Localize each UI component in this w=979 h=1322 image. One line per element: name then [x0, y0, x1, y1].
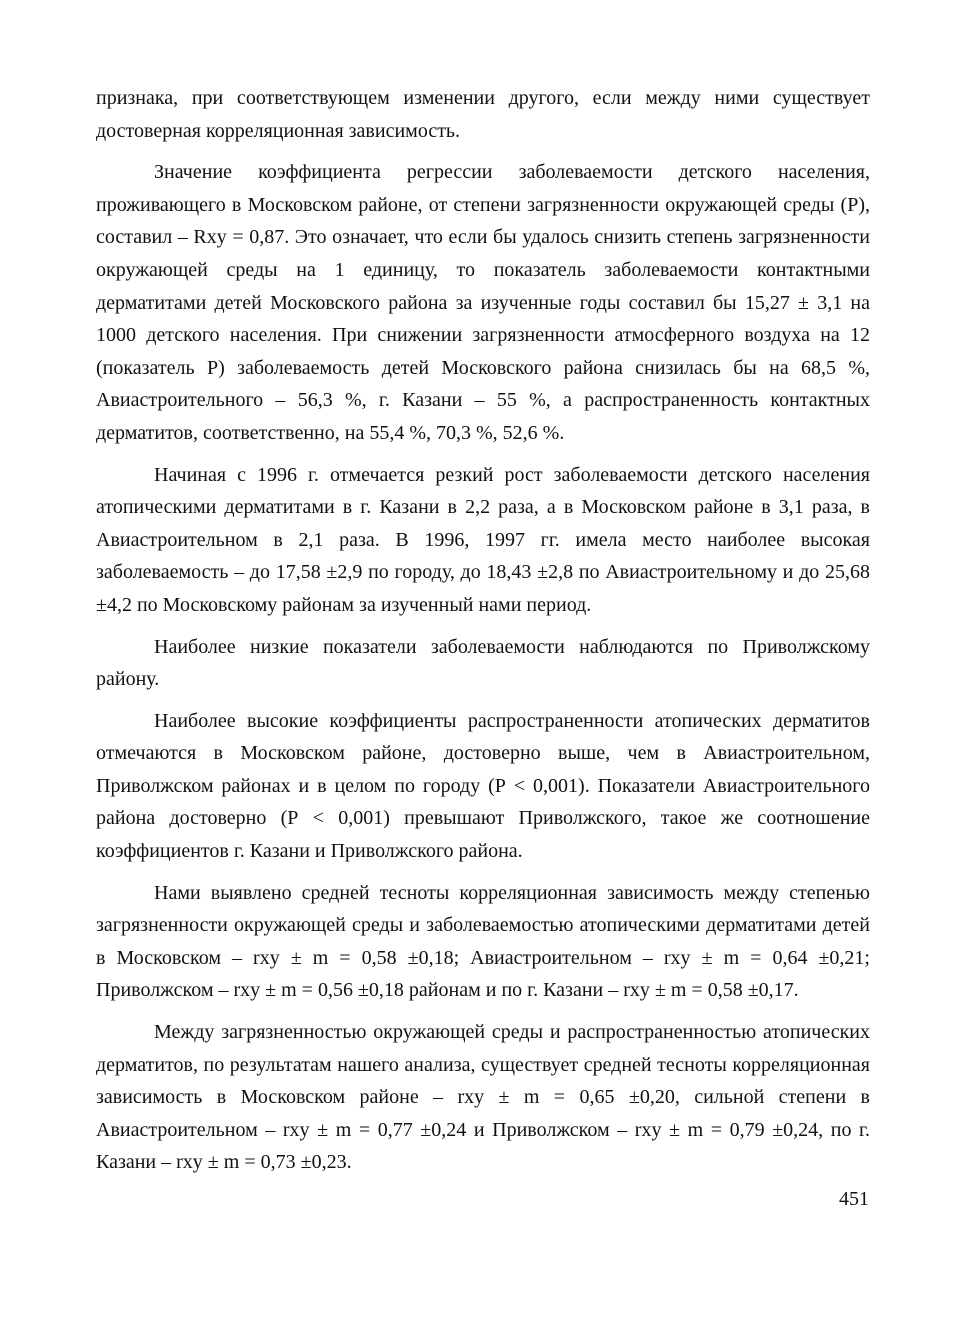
paragraph-6: Нами выявлено средней тесноты корреляционная зависимость между степенью загрязненности окружающей среды и заболеваемостью атопическими дерматитами детей в Московском – rxy ± m = 0,58 ±0,18; Авиастроительном – rxy ± m = 0,64 ±0,21; Приволжском – rxy ± m = 0,56 ±0,18 районам и по г. Казани – rxy ± m = 0,58 ±0,17.	[96, 881, 870, 1002]
paragraph-3: Начиная с 1996 г. отмечается резкий рост заболеваемости детского населения атопическими дерматитами в г. Казани в 2,2 раза, а в Московском районе в 3,1 раза, в Авиастроительном в 2,1 раза. В 1996, 1997 гг. имела место наиболее высокая заболеваемость – до 17,58 ±2,9 по городу, до 18,43 ±2,8 по Авиастроительному и до 25,68 ±4,2 по Московскому районам за изученный нами период.	[96, 463, 870, 616]
body-text	[96, 82, 870, 1188]
paragraph-7: Между загрязненностью окружающей среды и распространенностью атопических дерматитов, по результатам нашего анализа, существует средней тесноты корреляционная зависимость в Московском районе – rxy ± m = 0,65 ±0,20, сильной степени в Авиастроительном – rxy ± m = 0,77 ±0,24 и Приволжском – rxy ± m = 0,79 ±0,24, по г. Казани – rxy ± m = 0,73 ±0,23.	[96, 1021, 870, 1174]
paragraph-4: Наиболее низкие показатели заболеваемости наблюдаются по Приволжскому району.	[96, 635, 870, 691]
paragraph-1: признака, при соответствующем изменении другого, если между ними существует достоверная корреляционная зависимость.	[96, 87, 870, 142]
paragraph-5: Наиболее высокие коэффициенты распространенности атопических дерматитов отмечаются в Московском районе, достоверно выше, чем в Авиастроительном, Приволжском районах и в целом по городу (Р < 0,001). Показатели Авиастроительного района достоверно (Р < 0,001) превышают Приволжского, такое же соотношение коэффициентов г. Казани и Приволжского района.	[96, 709, 870, 863]
paragraph-2: Значение коэффициента регрессии заболеваемости детского населения, проживающего в Московском районе, от степени загрязненности окружающей среды (Р), составил – Rxy = 0,87. Это означает, что если бы удалось снизить степень загрязненности окружающей среды на 1 единицу, то показатель заболеваемости контактными дерматитами детей Московского района за изученные годы составил бы 15,27 ± 3,1 на 1000 детского населения. При снижении загрязненности атмосферного воздуха на 12 (показатель Р) заболеваемость детей Московского района снизилась бы на 68,5 %, Авиастроительного – 56,3 %, г. Казани – 55 %, а распространенность контактных дерматитов, соответственно, на 55,4 %, 70,3 %, 52,6 %.	[96, 161, 870, 444]
page-number: 451	[839, 1188, 869, 1210]
